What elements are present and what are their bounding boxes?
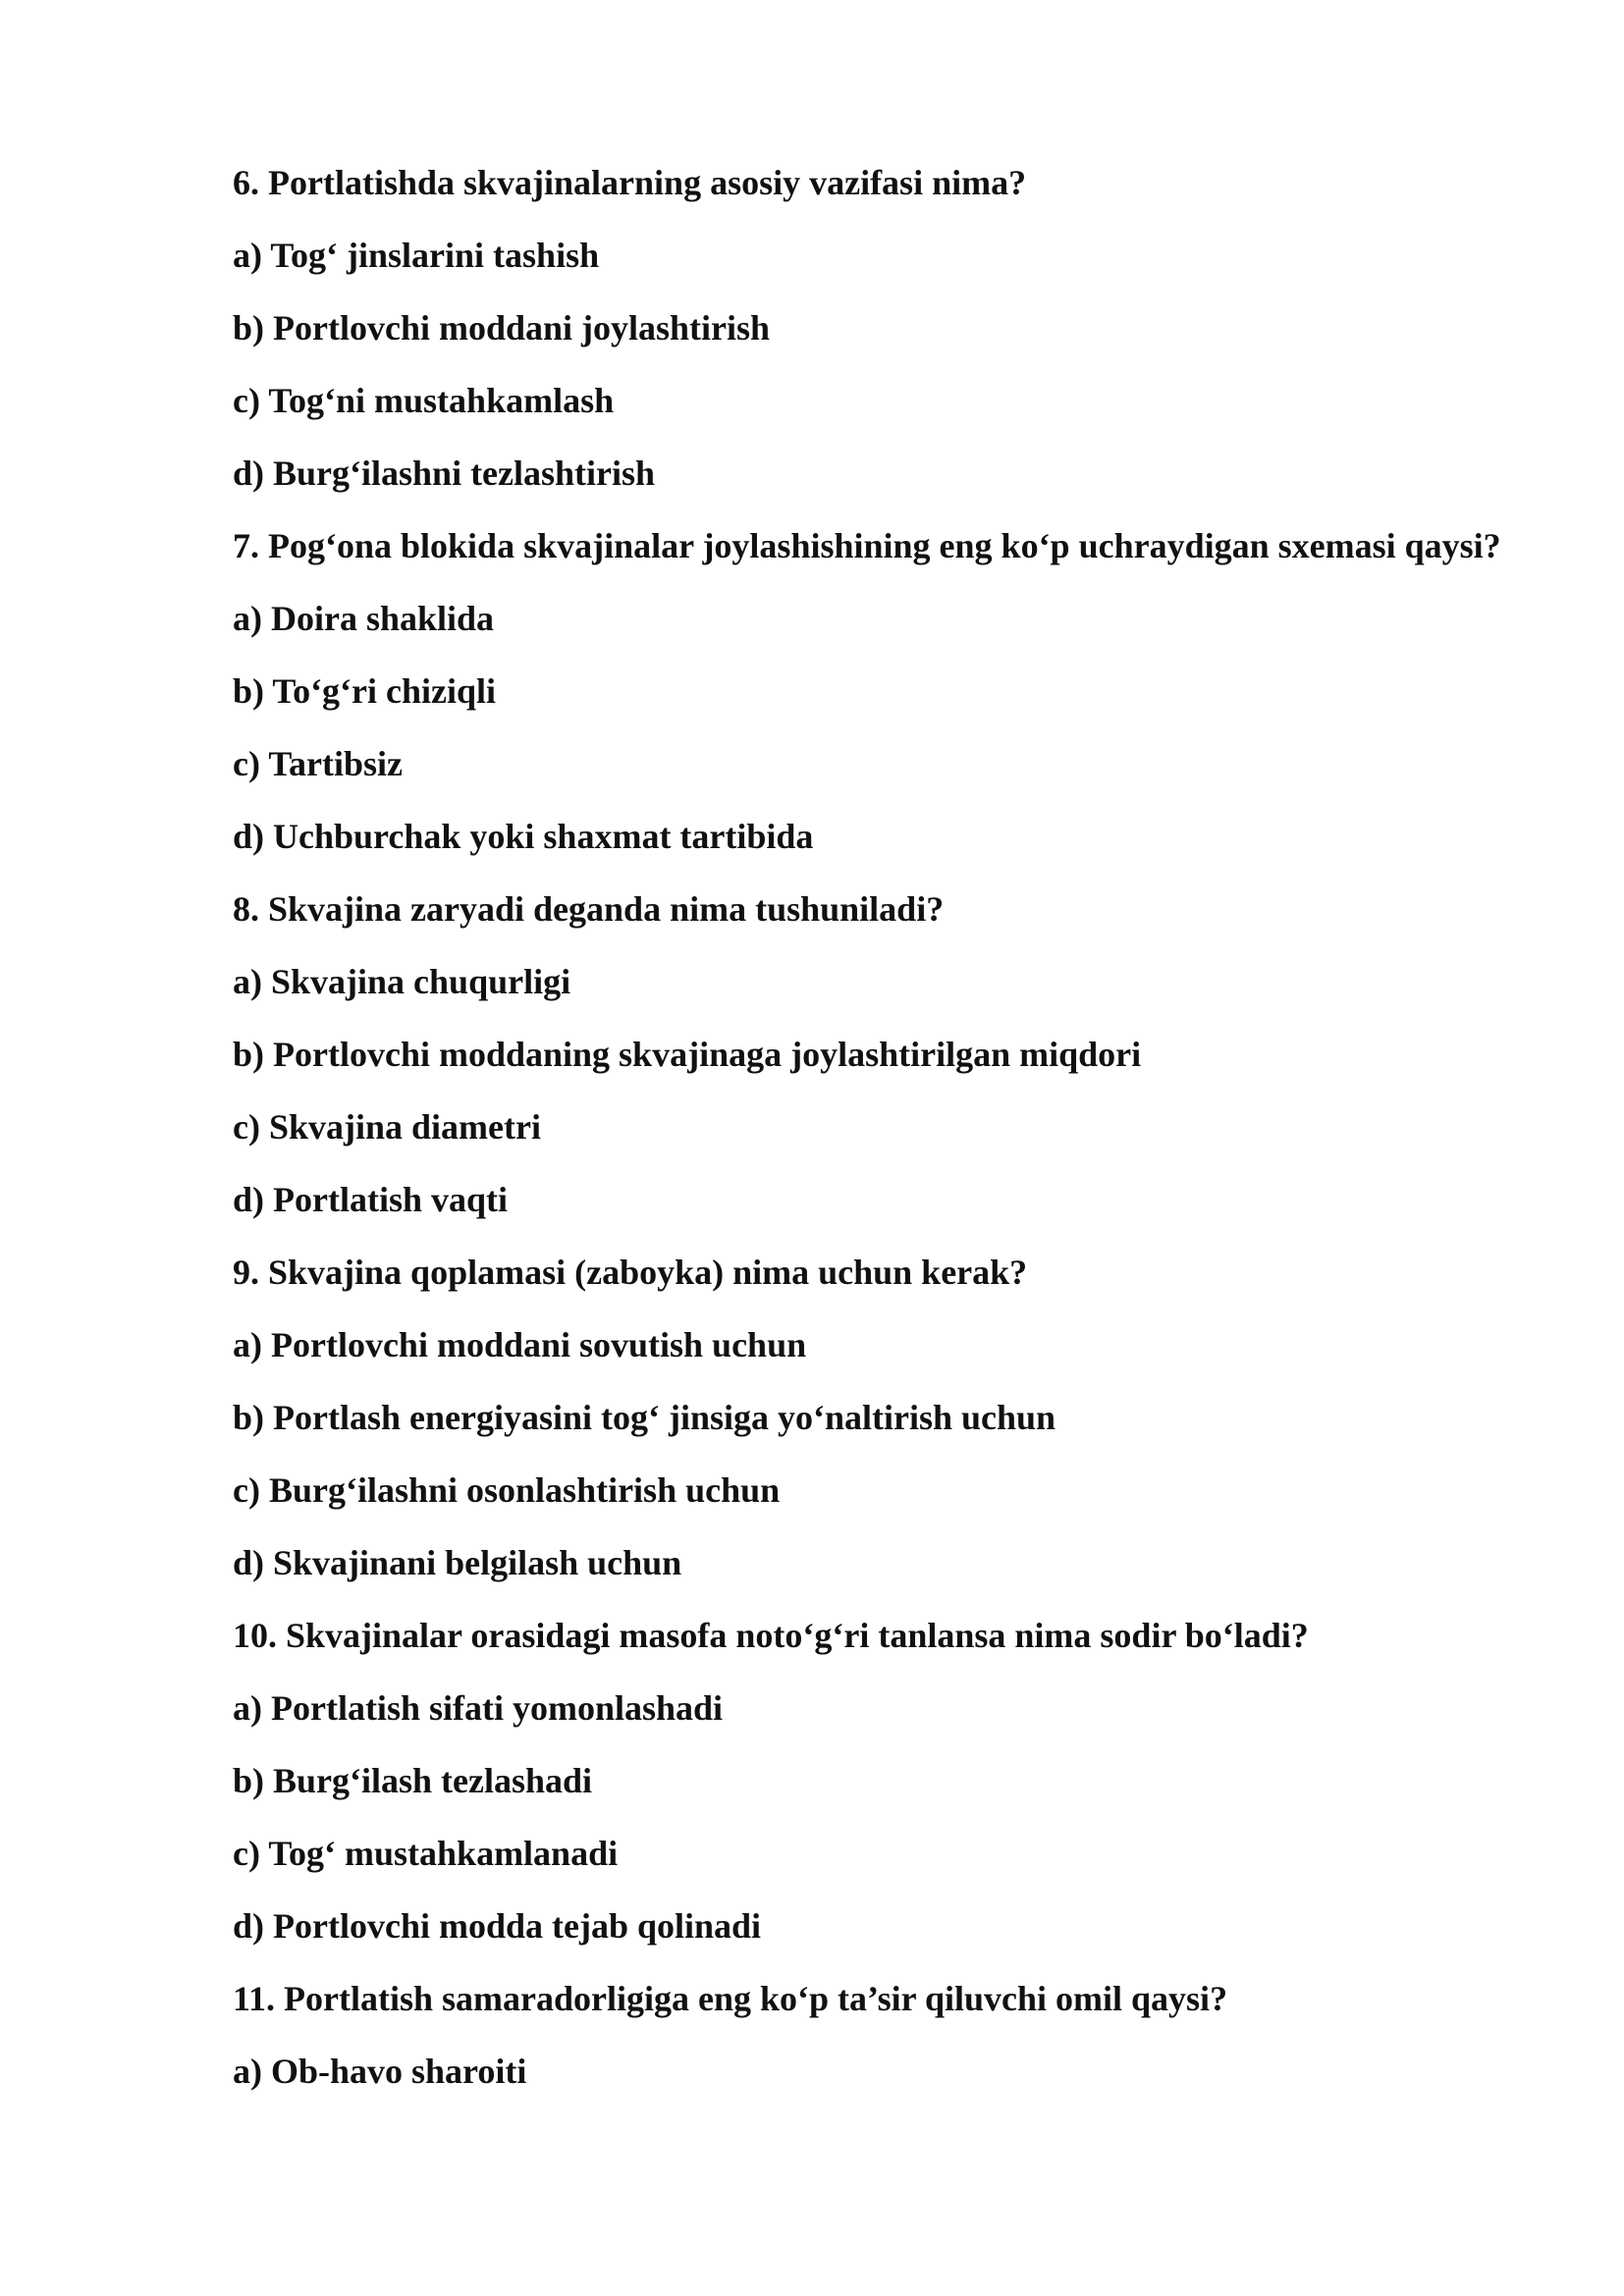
option-6a: a) Tog‘ jinslarini tashish	[233, 236, 600, 275]
option-10d: d) Portlovchi modda tejab qolinadi	[233, 1906, 762, 1946]
option-7c: c) Tartibsiz	[233, 744, 404, 783]
option-6d: d) Burg‘ilashni tezlashtirish	[233, 454, 656, 493]
option-9a: a) Portlovchi moddani sovutish uchun	[233, 1325, 807, 1364]
question-10: 10. Skvajinalar orasidagi masofa noto‘g‘ri tanlansa nima sodir bo‘ladi?	[233, 1616, 1309, 1655]
option-8b: b) Portlovchi moddaning skvajinaga joylashtirilgan miqdori	[233, 1035, 1142, 1074]
option-9d: d) Skvajinani belgilash uchun	[233, 1543, 682, 1582]
option-8d: d) Portlatish vaqti	[233, 1180, 509, 1219]
option-7d: d) Uchburchak yoki shaxmat tartibida	[233, 817, 814, 856]
option-8a: a) Skvajina chuqurligi	[233, 962, 571, 1001]
option-8c: c) Skvajina diametri	[233, 1107, 541, 1147]
option-10b: b) Burg‘ilash tezlashadi	[233, 1761, 593, 1800]
option-6b: b) Portlovchi moddani joylashtirish	[233, 308, 771, 347]
question-8: 8. Skvajina zaryadi deganda nima tushuniladi?	[233, 889, 945, 929]
question-11: 11. Portlatish samaradorligiga eng ko‘p ta’sir qiluvchi omil qaysi?	[233, 1979, 1228, 2018]
option-7a: a) Doira shaklida	[233, 599, 495, 638]
option-7b: b) To‘g‘ri chiziqli	[233, 671, 497, 711]
question-6: 6. Portlatishda skvajinalarning asosiy vazifasi nima?	[233, 163, 1027, 202]
option-9c: c) Burg‘ilashni osonlashtirish uchun	[233, 1470, 781, 1510]
question-7: 7. Pog‘ona blokida skvajinalar joylashishining eng ko‘p uchraydigan sxemasi qaysi?	[233, 526, 1501, 565]
option-9b: b) Portlash energiyasini tog‘ jinsiga yo‘naltirish uchun	[233, 1398, 1056, 1437]
option-10c: c) Tog‘ mustahkamlanadi	[233, 1834, 619, 1873]
option-11a: a) Ob-havo sharoiti	[233, 2052, 527, 2091]
option-10a: a) Portlatish sifati yomonlashadi	[233, 1688, 724, 1728]
option-6c: c) Tog‘ni mustahkamlash	[233, 381, 615, 420]
document-page	[233, 157, 1509, 2118]
question-9: 9. Skvajina qoplamasi (zaboyka) nima uchun kerak?	[233, 1253, 1028, 1292]
